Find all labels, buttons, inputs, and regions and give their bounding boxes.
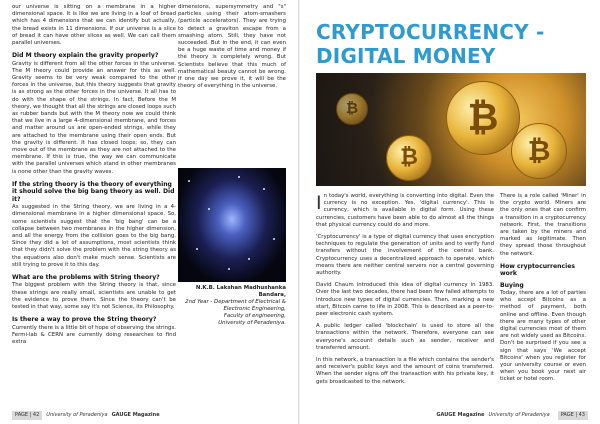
footer-magazine: GAUGE Magazine bbox=[436, 412, 485, 418]
footer-university: University of Peradeniya bbox=[488, 412, 550, 418]
author-university: University of Peradeniya. bbox=[218, 320, 286, 326]
right-column-2 bbox=[500, 193, 586, 389]
heading-m-theory-gravity: Did M theory explain the gravity properly? bbox=[12, 52, 159, 60]
footer-university: University of Peradeniya bbox=[46, 412, 108, 418]
title-line-2: DIGITAL MONEY bbox=[316, 44, 496, 68]
left-footer bbox=[12, 411, 287, 420]
left-page bbox=[0, 0, 299, 424]
right-column-1 bbox=[316, 193, 494, 391]
paragraph-prove: Currently there is a little bit of hope of observing the strings. Fermi-lab & CERN are currently doing researches to find extra bbox=[12, 324, 176, 345]
universe-image bbox=[178, 168, 286, 282]
author-role: 2nd Year - Department of Electrical & Electronic Engineering, bbox=[185, 299, 286, 312]
bitcoin-coin-icon: ₿ bbox=[511, 123, 567, 179]
heading-problems: What are the problems with String theory? bbox=[12, 273, 160, 281]
footer-magazine: GAUGE Magazine bbox=[111, 412, 160, 418]
bitcoin-coin-icon: ₿ bbox=[446, 81, 520, 155]
paragraph-buying: Today, there are a lot of parties who accept Bitcoins as a method of payment, both online and offline. Even though there are many types of other digital currencies most of them are not widely used as Bitcoins. Don't be surprised if you see a sign that says 'We accept Bitcoins' when you register for your university course or even when you book your next air ticket or hotel room. bbox=[500, 290, 586, 383]
drop-cap: I bbox=[316, 192, 322, 214]
left-column-2 bbox=[178, 4, 286, 95]
author-name: N.K.B. Lakshan Madhushanka Bandara, bbox=[195, 285, 286, 298]
paragraph-history: David Chaum introduced this idea of digital currency in 1983. Over the last two decades, there had been few failed attempts to introduce new types of digital currencies. Then, marking a new start, Bitcoin came to life in 2008. This is described as a peer-to-peer electronic cash system. bbox=[316, 282, 494, 318]
bitcoin-coin-icon: ₿ bbox=[386, 135, 432, 181]
paragraph-big-bang: As suggested in the String theory, we are living in a 4-dimensional membrane in a higher dimensional space. So, some scientists suggest that the 'big bang' can be a collapse between two membranes in the higher dimension, and all the energy from the collision goes to the big bang. Since they did a lot of assumptions, most scientists think that they didn't solve the problem with the string theory as the equations also don't make much sense. Scientists are still trying to prove it to this day. bbox=[12, 204, 176, 268]
author-caption bbox=[178, 285, 286, 327]
page-number: PAGE | 42 bbox=[12, 411, 42, 420]
article-title bbox=[316, 20, 586, 68]
heading-buying: Buying bbox=[500, 281, 524, 289]
right-footer bbox=[312, 411, 588, 420]
paragraph-miner: There is a role called 'Miner' in the crypto world. Miners are the only ones that can confirm a transition in a cryptocurrency network. First, the transitions are taken by the miners and marked as legitimate. Then they spread those throughout the network. bbox=[500, 193, 586, 257]
bitcoin-coin-icon: ₿ bbox=[336, 93, 368, 125]
title-line-1: CRYPTOCURRENCY - bbox=[316, 20, 545, 44]
paragraph-dimensions: dimensions, supersymmetry and "s" particles using their atom-smashers (particle accelerators). They are trying to detect a graviton escape from a smashing atom. Still, they have not succeeded. But in the end, it can even be a huge waste of time and money if the theory is completely wrong. But Scientists believe that this much of mathematical beauty cannot be wrong. If one day we prove it, it will be the theory of everything in the universe. bbox=[178, 4, 286, 90]
page-number: PAGE | 43 bbox=[558, 411, 588, 420]
heading-big-bang: If the string theory is the theory of everything it should solve the big bang theory as well. Did it? bbox=[12, 180, 175, 203]
paragraph-problems: The biggest problem with the String theory is that, since these strings are really small, scientists are unable to get the evidence to prove them. Since the theory can't be tested in that way, some say it's not Science, its Philosophy. bbox=[12, 282, 176, 310]
left-column-1 bbox=[12, 4, 176, 351]
author-faculty: Faculty of engineering, bbox=[223, 313, 286, 319]
right-page bbox=[300, 0, 600, 424]
intro-paragraph: our universe is sitting on a membrane in a higher dimensional space. It is like we are living in a loaf of bread which has 4 dimensions that we can identify but actually, the bread exists in 11 dimensions. If our universe is a slice of bread it can have other slices as well. We can call them parallel universes. bbox=[12, 4, 176, 47]
paragraph-gravity: Gravity is different from all the other forces in the universe. The M theory could provide an answer for this as well. Gravity seems to be very weak compared to the other forces in the universe, but this theory suggests that gravity is as strong as the other forces in the universe. It all has to do with the shape of the strings. In fact, Before the M theory, we thought that all the strings are closed loops such as rubber bands but with the M theory now we could think that we live in a large 4-dimensional membrane, and forces and matter around us are open-ended strings, while they are attached to the membrane using their open ends. But the gravity is different. It has closed loops; so, they can move out of the membrane as they are not attached to the membrane. If this is true, the way we can communicate with the parallel universes which stand in other membranes is none other than the gravity waves. bbox=[12, 60, 176, 175]
bitcoin-hero-image bbox=[316, 73, 586, 186]
heading-prove: Is there a way to prove the String theory? bbox=[12, 316, 157, 324]
paragraph-blockchain: A public ledger called 'blockchain' is used to store all the transactions within the network. Therefore, everyone can see everyone's account details such as sender, receiver and transferred amount. bbox=[316, 323, 494, 351]
paragraph-transaction: In this network, a transaction is a file which contains the sender's and receiver's public keys and the amount of coins transferred. When the sender signs off the transaction with his private key, it gets broadcasted to the network. bbox=[316, 357, 494, 385]
paragraph-intro: In today's world, everything is converting into digital. Even the currency is no exception. Yes, 'digital currency'. This is currency, which is available in digital form. Using these currencies, customers have been able to do almost all the things that physical currency could do and more. bbox=[316, 192, 494, 228]
heading-how-it-works: How cryptocurrencies work bbox=[500, 262, 575, 278]
paragraph-cryptocurrency: 'Cryptocurrency' is a type of digital currency that uses encryption techniques to regulate the generation of units and to verify fund transfers without the involvement of the central bank. Cryptocurrency uses a decentralized approach to operate, which means there are neither central servers nor a central governing authority. bbox=[316, 234, 494, 277]
